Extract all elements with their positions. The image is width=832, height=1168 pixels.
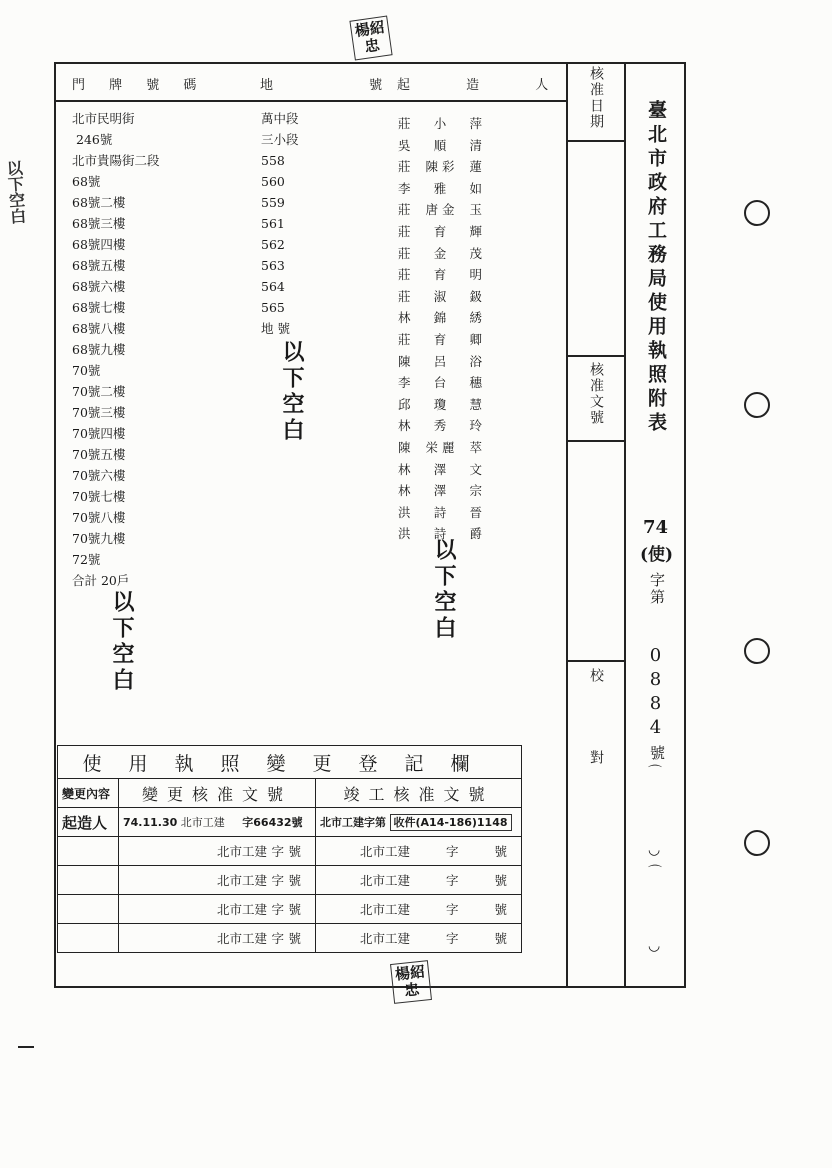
- registry-org: 北市工建: [217, 902, 268, 917]
- applicant-name-part: 林: [398, 461, 411, 477]
- applicant-name-part: 金: [433, 245, 447, 261]
- divider-right-4: [566, 660, 624, 662]
- registry-no: 號: [288, 844, 301, 859]
- verify-label: 校 對: [588, 668, 604, 790]
- applicant-item: [398, 286, 482, 308]
- applicant-name-part: 莊: [398, 159, 411, 175]
- address-item: 70號九樓: [72, 531, 126, 546]
- lot-item: 561: [261, 216, 285, 231]
- blank-mark-lots: 以下空白: [279, 340, 304, 444]
- registry-left-cell[interactable]: [119, 837, 316, 866]
- registry-row: [58, 808, 522, 837]
- registry-col-approval: 變更核准文號: [119, 779, 316, 808]
- address-item: 68號四樓: [72, 237, 126, 252]
- form-title: 臺北市政府工務局使用執照附表: [645, 100, 667, 436]
- applicant-item: [398, 459, 482, 481]
- applicant-name-part: 澤: [433, 461, 447, 477]
- applicant-item: [398, 199, 482, 221]
- lot-item: 558: [261, 153, 285, 168]
- seal-top: 楊紹忠: [349, 16, 392, 61]
- doc-word: 字第: [648, 572, 666, 606]
- applicant-name-part: 栄 麗: [425, 439, 455, 455]
- registry-right-cell[interactable]: [316, 895, 522, 924]
- address-item: 72號: [72, 552, 101, 567]
- applicant-name-part: 呂: [433, 353, 447, 369]
- lot-item: 565: [261, 300, 285, 315]
- applicant-name-part: 林: [398, 483, 411, 499]
- lot-item: 564: [261, 279, 285, 294]
- applicant-item: [398, 156, 482, 178]
- applicant-name-part: 蓮: [469, 159, 482, 175]
- registry-word: 字: [271, 873, 284, 888]
- applicant-name-part: 清: [469, 137, 482, 153]
- applicant-item: [398, 351, 482, 373]
- registry-empty-cell[interactable]: [58, 924, 119, 953]
- applicant-name-part: 陳: [398, 353, 411, 369]
- lot-item: 萬中段: [261, 111, 299, 126]
- address-item: 70號: [72, 363, 101, 378]
- registry-word: 字: [445, 844, 459, 859]
- applicant-name-part: 陳: [398, 439, 411, 455]
- applicant-name-part: 宗: [469, 483, 482, 499]
- registry-left-cell[interactable]: [119, 924, 316, 953]
- doc-number: 0884: [645, 645, 666, 741]
- registry-org: 北市工建: [217, 931, 268, 946]
- lot-item: 三小段: [261, 132, 299, 147]
- address-item: 70號三樓: [72, 405, 126, 420]
- registry-col-change: 變更內容: [58, 779, 119, 808]
- address-item: 合計 20戶: [72, 573, 130, 588]
- registry-col-completion: 竣工核准文號: [316, 779, 522, 808]
- doc-prefix: 74: [643, 517, 669, 538]
- registry-org: 北市工建: [217, 873, 268, 888]
- registry-org: 北市工建: [360, 873, 411, 888]
- binder-hole-3: [744, 638, 770, 664]
- row1-content: 起造人: [58, 808, 119, 837]
- binder-hole-4: [744, 830, 770, 856]
- registry-no: 號: [494, 844, 507, 859]
- applicant-name-part: 雅: [433, 180, 447, 196]
- header-address: 門 牌 號 碼: [72, 78, 207, 93]
- applicant-name-part: 萃: [469, 439, 482, 455]
- address-list: [72, 108, 160, 591]
- applicant-name-part: 玲: [469, 418, 482, 434]
- address-item: 70號五樓: [72, 447, 126, 462]
- registry-word: 字: [271, 931, 284, 946]
- applicant-name-part: 育: [433, 331, 447, 347]
- address-item: 68號七樓: [72, 300, 126, 315]
- applicant-name-part: 鈒: [469, 288, 482, 304]
- applicant-name-part: 順: [433, 137, 447, 153]
- registry-word: 字: [271, 844, 284, 859]
- applicant-name-part: 綉: [469, 310, 482, 326]
- applicant-item: [398, 264, 482, 286]
- registry-org: 北市工建: [360, 902, 411, 917]
- applicant-item: [398, 329, 482, 351]
- divider-main-right: [566, 62, 568, 988]
- paren-mark-3: ⌒: [648, 865, 662, 881]
- applicant-name-part: 小: [433, 116, 447, 131]
- registry-right-cell[interactable]: [316, 837, 522, 866]
- doc-suffix: 號: [648, 745, 666, 762]
- blank-mark-addresses: 以下空白: [109, 590, 134, 694]
- registry-row: [58, 866, 522, 895]
- approval-doc-label: 核准文號: [588, 362, 604, 426]
- lot-item: 560: [261, 174, 285, 189]
- divider-right-2: [566, 355, 624, 357]
- registry-empty-cell[interactable]: [58, 866, 119, 895]
- row1-completion: 北市工建字第 收件(A14-186)1148: [316, 808, 522, 837]
- applicant-name-part: 秀: [433, 418, 447, 434]
- applicant-name-part: 爵: [469, 526, 482, 542]
- applicant-name-part: 莊: [398, 223, 411, 239]
- applicant-item: [398, 307, 482, 329]
- registry-empty-cell[interactable]: [58, 837, 119, 866]
- registry-org: 北市工建: [217, 844, 268, 859]
- approval-date-label: 核准日期: [588, 66, 604, 130]
- applicant-item: [398, 243, 482, 265]
- address-item: 68號八樓: [72, 321, 126, 336]
- registry-right-cell[interactable]: [316, 866, 522, 895]
- address-item: 246號: [76, 132, 113, 147]
- applicant-name-part: 洪: [398, 526, 411, 542]
- applicant-name-part: 詩: [433, 504, 447, 520]
- address-item: 70號二樓: [72, 384, 126, 399]
- registry-no: 號: [288, 931, 301, 946]
- registry-word: 字: [445, 902, 459, 917]
- applicant-name-part: 詩: [433, 526, 447, 542]
- applicant-name-part: 錦: [433, 310, 447, 326]
- applicant-name-part: 穗: [469, 375, 482, 391]
- applicant-name-part: 文: [469, 461, 482, 477]
- applicant-name-part: 莊: [398, 245, 411, 261]
- divider-right-3: [566, 440, 624, 442]
- applicant-item: [398, 178, 482, 200]
- address-item: 70號八樓: [72, 510, 126, 525]
- registry-word: 字: [271, 902, 284, 917]
- applicant-name-part: 卿: [469, 331, 482, 347]
- applicant-name-part: 陳 彩: [425, 159, 455, 175]
- blank-mark-applicants: 以下空白: [431, 538, 456, 642]
- applicant-item: [398, 372, 482, 394]
- applicant-item: [398, 113, 482, 135]
- address-item: 68號三樓: [72, 216, 126, 231]
- header-lot: 地 號: [260, 78, 429, 93]
- applicant-name-part: 育: [433, 223, 447, 239]
- address-item: 68號六樓: [72, 279, 126, 294]
- registry-row: [58, 895, 522, 924]
- paren-mark-1: ⌒: [648, 765, 662, 781]
- seal-bottom: 楊紹忠: [390, 960, 432, 1004]
- address-item: 70號四樓: [72, 426, 126, 441]
- registry-title: 使用執照變更登記欄: [58, 746, 522, 779]
- applicant-item: [398, 480, 482, 502]
- applicant-name-part: 林: [398, 310, 411, 326]
- address-item: 70號七樓: [72, 489, 126, 504]
- applicant-name-part: 李: [398, 375, 411, 391]
- applicant-name-part: 玉: [469, 202, 482, 218]
- registry-row: [58, 924, 522, 953]
- doc-type: (使): [640, 545, 674, 565]
- registry-no: 號: [494, 873, 507, 888]
- registry-word: 字: [445, 931, 459, 946]
- registry-org: 北市工建: [360, 844, 411, 859]
- registry-no: 號: [288, 873, 301, 888]
- applicant-name-part: 慧: [469, 396, 482, 412]
- address-item: 68號: [72, 174, 101, 189]
- registry-no: 號: [494, 902, 507, 917]
- applicant-name-part: 萍: [469, 116, 482, 131]
- applicant-name-part: 明: [469, 267, 482, 283]
- applicant-name-part: 淑: [433, 288, 447, 304]
- registry-row: [58, 837, 522, 866]
- scan-mark-bottom: [18, 1046, 34, 1048]
- registry-empty-cell[interactable]: [58, 895, 119, 924]
- applicant-name-part: 莊: [398, 288, 411, 304]
- address-item: 北市貴陽街二段: [72, 153, 160, 168]
- lot-item: 地 號: [261, 321, 290, 336]
- registry-word: 字: [445, 873, 459, 888]
- address-item: 68號九樓: [72, 342, 126, 357]
- applicant-name-part: 輝: [469, 223, 482, 239]
- applicant-name-part: 莊: [398, 116, 411, 131]
- applicant-name-part: 如: [469, 180, 482, 196]
- binder-hole-1: [744, 200, 770, 226]
- registry-right-cell[interactable]: [316, 924, 522, 953]
- applicant-name-part: 澤: [433, 483, 447, 499]
- divider-header: [54, 100, 567, 102]
- paren-mark-2: ◡: [648, 842, 661, 858]
- address-item: 北市民明街: [72, 111, 135, 126]
- applicant-item: [398, 415, 482, 437]
- applicant-name-part: 瓊: [433, 396, 447, 412]
- lot-list: [261, 108, 299, 339]
- divider-right-1: [566, 140, 624, 142]
- applicant-name-part: 邱: [398, 396, 411, 412]
- applicant-name-part: 浴: [469, 353, 482, 369]
- applicant-name-part: 育: [433, 267, 447, 283]
- paren-mark-4: ◡: [648, 938, 661, 954]
- lot-item: 563: [261, 258, 285, 273]
- applicant-name-part: 晉: [469, 504, 482, 520]
- applicant-item: [398, 502, 482, 524]
- registry-no: 號: [494, 931, 507, 946]
- registry-left-cell[interactable]: [119, 866, 316, 895]
- applicant-name-part: 李: [398, 180, 411, 196]
- header-applicant: 起 造 人: [397, 78, 575, 93]
- applicant-name-part: 洪: [398, 504, 411, 520]
- address-item: 68號五樓: [72, 258, 126, 273]
- binder-hole-2: [744, 392, 770, 418]
- applicant-name-part: 茂: [469, 245, 482, 261]
- divider-right-title: [624, 62, 626, 988]
- applicant-name-part: 唐 金: [425, 202, 455, 218]
- applicant-name-part: 台: [433, 375, 447, 391]
- applicant-item: [398, 221, 482, 243]
- applicant-item: [398, 394, 482, 416]
- change-registry-table: [57, 745, 522, 953]
- applicant-name-part: 莊: [398, 202, 411, 218]
- registry-no: 號: [288, 902, 301, 917]
- applicant-list: [398, 113, 482, 545]
- applicant-item: [398, 437, 482, 459]
- applicant-name-part: 莊: [398, 267, 411, 283]
- applicant-name-part: 莊: [398, 331, 411, 347]
- lot-item: 559: [261, 195, 285, 210]
- applicant-name-part: 吳: [398, 137, 411, 153]
- applicant-item: [398, 135, 482, 157]
- applicant-name-part: 林: [398, 418, 411, 434]
- left-margin-stamp: 以下空白: [3, 159, 28, 225]
- registry-org: 北市工建: [360, 931, 411, 946]
- row1-approval: 74.11.30 北市工建 字66432號: [119, 808, 316, 837]
- address-item: 70號六樓: [72, 468, 126, 483]
- address-item: 68號二樓: [72, 195, 126, 210]
- lot-item: 562: [261, 237, 285, 252]
- registry-left-cell[interactable]: [119, 895, 316, 924]
